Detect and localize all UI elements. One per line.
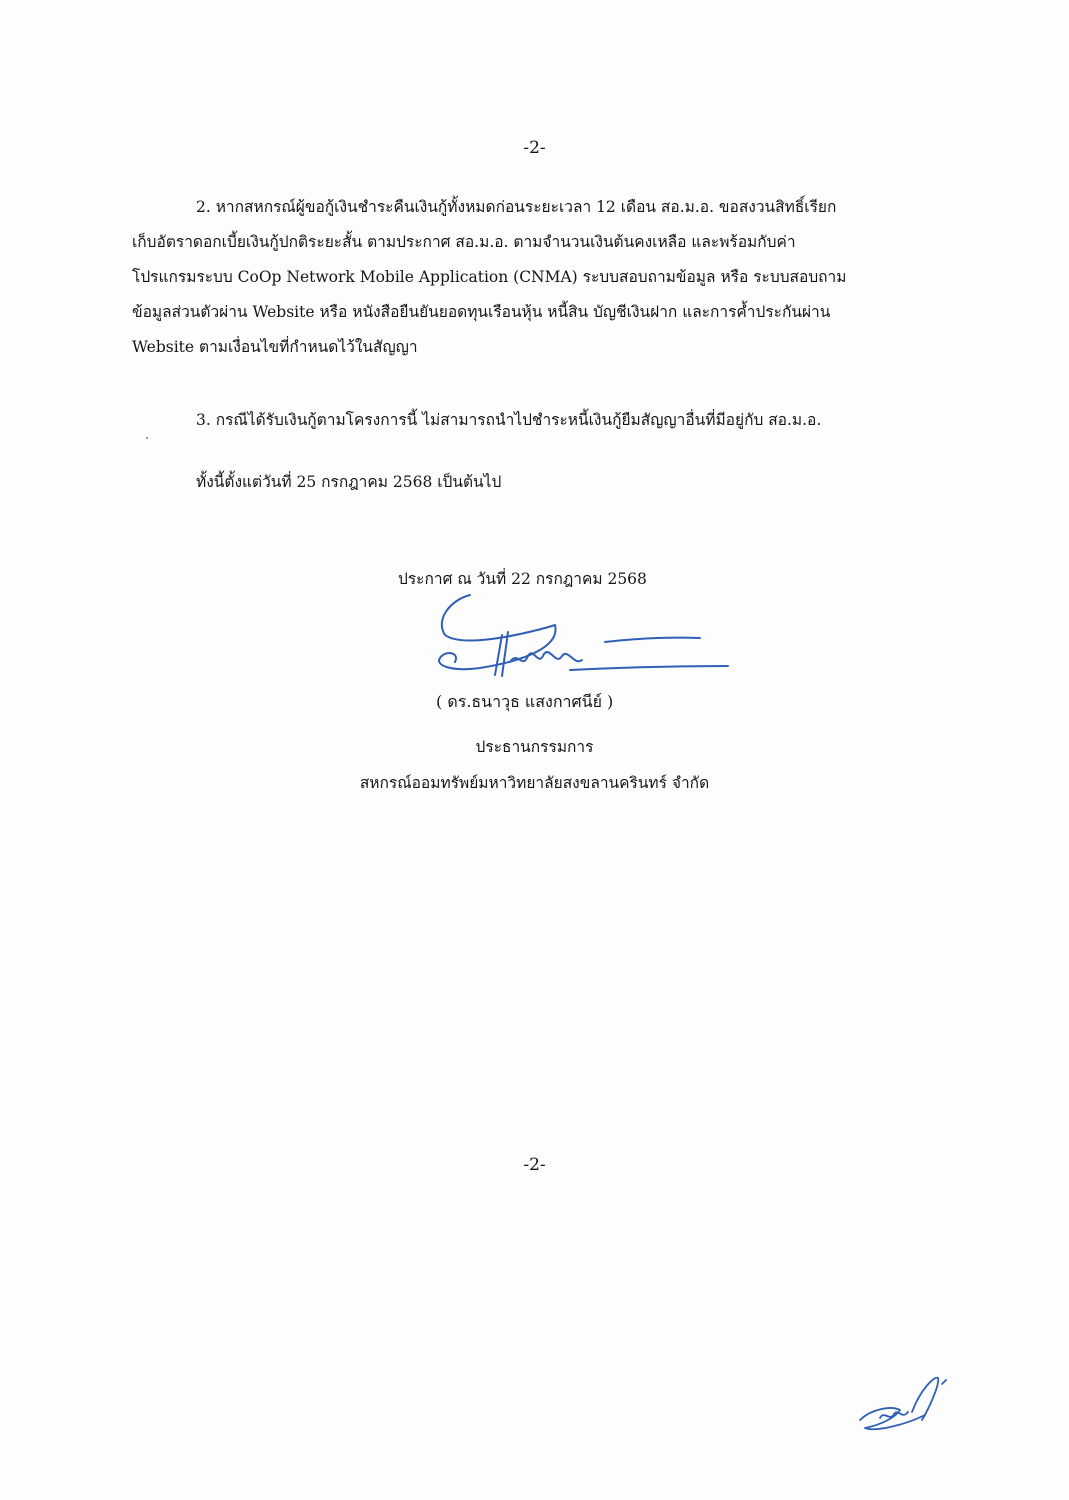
signer-organization: สหกรณ์ออมทรัพย์มหาวิทยาลัยสงขลานครินทร์ จำกัด (359, 774, 710, 792)
clause-2-line-4: ข้อมูลส่วนตัวผ่าน Website หรือ หนังสือยืนยันยอดทุนเรือนหุ้น หนี้สิน บัญชีเงินฝาก และการค้ำประกันผ่าน (132, 303, 831, 321)
scan-speck (146, 437, 148, 439)
clause-3: 3. กรณีได้รับเงินกู้ตามโครงการนี้ ไม่สามารถนำไปชำระหนี้เงินกู้ยืมสัญญาอื่นที่มีอยู่กับ สอ.ม.อ. (196, 411, 822, 429)
signature-image (410, 590, 740, 700)
clause-2-line-3: โปรแกรมระบบ CoOp Network Mobile Application (CNMA) ระบบสอบถามข้อมูล หรือ ระบบสอบถาม (132, 268, 847, 286)
clause-2-line-5: Website ตามเงื่อนไขที่กำหนดไว้ในสัญญา (132, 338, 418, 356)
signer-name: ( ดร.ธนาวุธ แสงกาศนีย์ ) (436, 692, 614, 711)
clause-2-line-1: 2. หากสหกรณ์ผู้ขอกู้เงินชำระคืนเงินกู้ทั้งหมดก่อนระยะเวลา 12 เดือน สอ.ม.อ. ขอสงวนสิทธิ์เรียก (196, 198, 837, 216)
announcement-date: ประกาศ ณ วันที่ 22 กรกฎาคม 2568 (398, 570, 647, 588)
signer-title: ประธานกรรมการ (475, 738, 594, 756)
initials-signature-image (850, 1370, 950, 1440)
clause-2 (132, 190, 940, 365)
page-number-top: -2- (523, 138, 546, 158)
page-number-bottom: -2- (523, 1155, 546, 1175)
clause-2-line-2: เก็บอัตราดอกเบี้ยเงินกู้ปกติระยะสั้น ตามประกาศ สอ.ม.อ. ตามจำนวนเงินต้นคงเหลือ และพร้อมกับค่า (132, 233, 796, 251)
effective-date-statement: ทั้งนี้ตั้งแต่วันที่ 25 กรกฎาคม 2568 เป็นต้นไป (196, 473, 502, 491)
